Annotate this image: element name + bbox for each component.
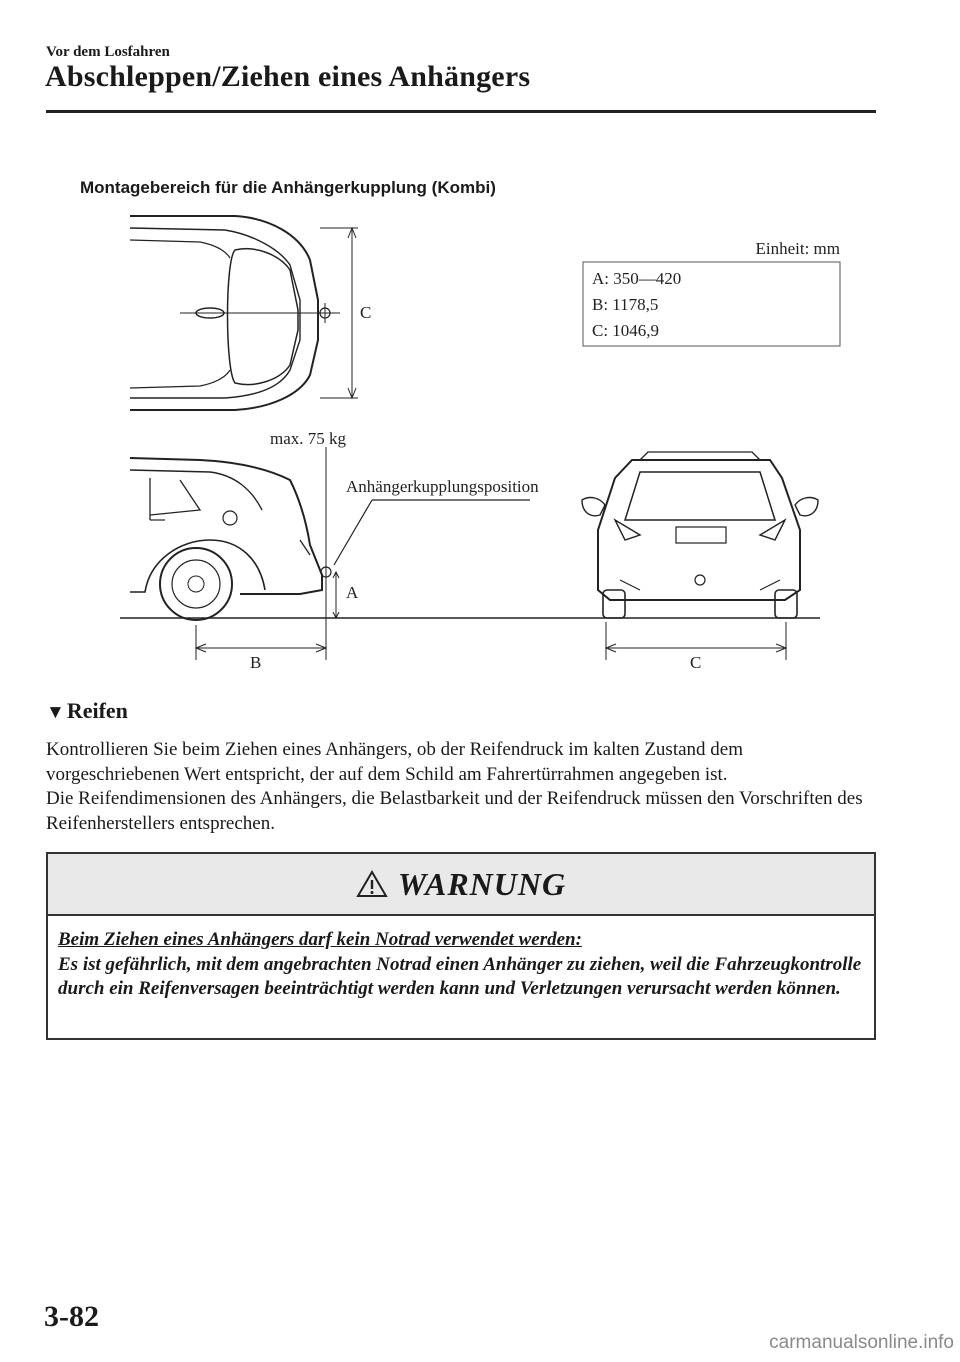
unit-label: Einheit: mm (755, 239, 840, 258)
label-hitch-position: Anhängerkupplungsposition (346, 477, 539, 496)
warning-icon (356, 870, 388, 898)
warning-box (46, 852, 876, 1040)
tires-body (46, 738, 876, 836)
tires-paragraph-1: Kontrollieren Sie beim Ziehen eines Anhängers, ob der Reifendruck im kalten Zustand dem vorgeschriebenen Wert entspricht, der auf dem Schild am Fahrertürrahmen angegeben ist. (46, 739, 743, 785)
label-c-rear: C (690, 653, 702, 672)
page-title: Abschleppen/Ziehen eines Anhängers (45, 60, 531, 93)
label-b: B (250, 653, 262, 672)
spec-c: C: 1046,9 (592, 321, 660, 340)
watermark: carmanualsonline.info (769, 1332, 954, 1353)
warning-text: Es ist gefährlich, mit dem angebrachten Notrad einen Anhänger zu ziehen, weil die Fahrzeugkontrolle durch ein Reifenversagen beeinträchtigt werden kann und Verletzungen verursacht werden können. (58, 953, 862, 999)
section-label: Vor dem Losfahren (46, 44, 170, 60)
tires-paragraph-2: Die Reifendimensionen des Anhängers, die Belastbarkeit und der Reifendruck müssen den Vorschriften des Reifenherstellers entsprechen. (46, 788, 863, 834)
label-max-load: max. 75 kg (270, 429, 347, 448)
figure-caption: Montagebereich für die Anhängerkupplung (Kombi) (80, 178, 496, 197)
tires-heading-text: Reifen (66, 698, 128, 723)
tires-heading (46, 698, 128, 724)
spec-a: A: 350—420 (592, 269, 682, 288)
car-top-view (130, 216, 358, 410)
triangle-down-icon: ▼ (46, 702, 65, 723)
label-a: A (346, 583, 359, 602)
label-c-top: C (360, 303, 372, 322)
warning-title: WARNUNG (397, 865, 567, 902)
warning-body (48, 916, 874, 1002)
warning-header (48, 854, 874, 916)
spec-b: B: 1178,5 (592, 295, 659, 314)
car-side-view (130, 458, 322, 620)
warning-lead: Beim Ziehen eines Anhängers darf kein Notrad verwendet werden: (58, 929, 582, 950)
car-rear-view (582, 452, 818, 618)
page-number: 3-82 (44, 1300, 99, 1333)
